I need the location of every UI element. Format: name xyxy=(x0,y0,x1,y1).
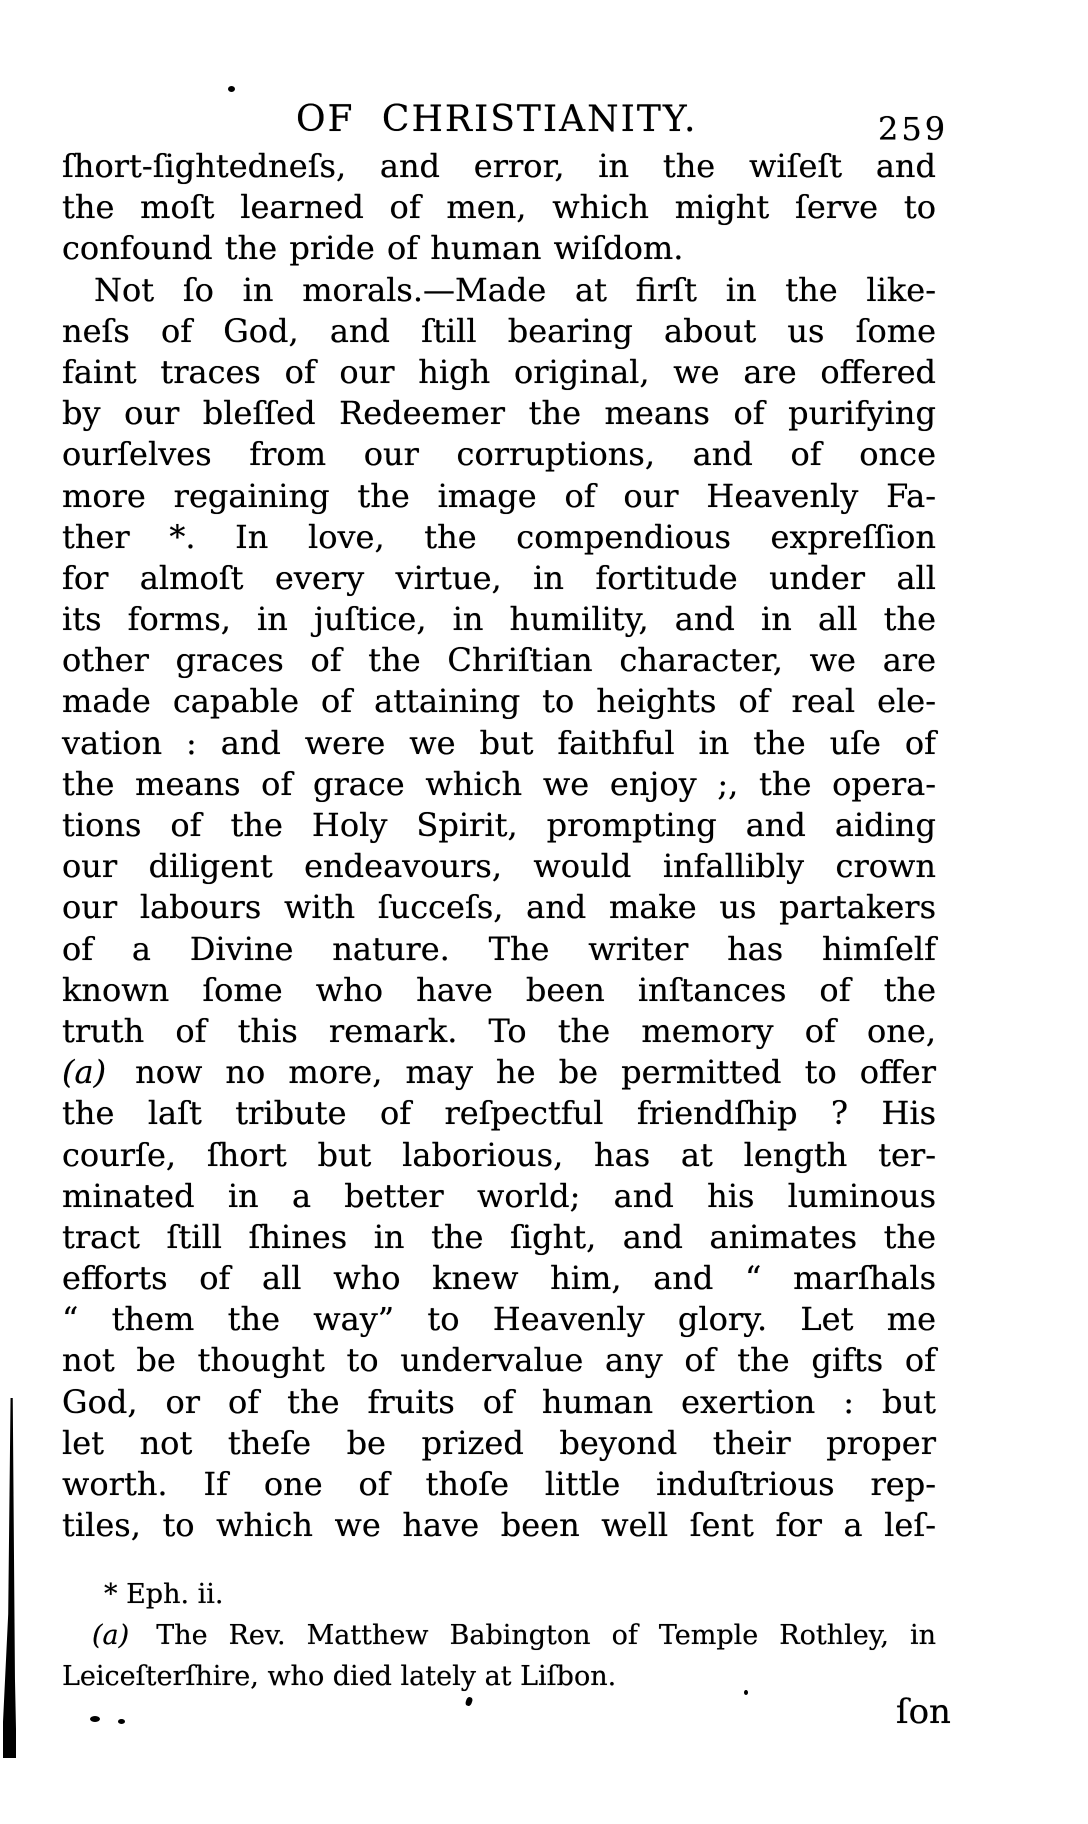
text-line: worth. If one of thoſe little induſtrious rep- xyxy=(62,1465,936,1503)
text-line: of a Divine nature. The writer has himſelf xyxy=(62,929,936,968)
text-line: (a) The Rev. Matthew Babington of Temple Rothley, in xyxy=(92,1620,936,1651)
scan-artifact-speck xyxy=(465,1696,474,1707)
text-line: ſhort-ſightedneſs, and error, in the wiſeſt and xyxy=(62,147,936,185)
text-line: “ them the way” to Heavenly glory. Let me xyxy=(62,1300,936,1339)
text-line: vation : and were we but faithful in the uſe of xyxy=(62,723,936,762)
text-line: * Eph. ii. xyxy=(104,1579,224,1610)
text-line: courſe, ſhort but laborious, has at length ter- xyxy=(62,1135,936,1174)
text-line: more regaining the image of our Heavenly Fa- xyxy=(62,476,936,515)
text-line: efforts of all who knew him, and “ marſhals xyxy=(62,1259,936,1298)
text-line: tions of the Holy Spirit, prompting and aiding xyxy=(62,806,936,844)
text-line: God, or of the fruits of human exertion : but xyxy=(62,1382,936,1421)
running-header-title: OF CHRISTIANITY. xyxy=(296,99,698,140)
text-line: its forms, in juſtice, in humility, and in all the xyxy=(62,600,936,639)
text-line: made capable of attaining to heights of real ele- xyxy=(62,682,936,721)
text-line: the means of grace which we enjoy ;, the opera- xyxy=(62,764,936,803)
scan-artifact-speck xyxy=(118,1719,125,1724)
text-line: (a) now no more, may he be permitted to offer xyxy=(62,1053,936,1092)
text-line: tiles, to which we have been well ſent for a leſ- xyxy=(62,1506,936,1545)
text-line: known ſome who have been inſtances of the xyxy=(62,970,936,1009)
scan-artifact-speck xyxy=(90,1716,100,1722)
text-line: our labours with ſucceſs, and make us partakers xyxy=(62,888,936,927)
text-line: minated in a better world; and his luminous xyxy=(62,1176,936,1215)
text-line: truth of this remark. To the memory of one, xyxy=(62,1011,936,1050)
footnotes xyxy=(62,1574,936,1697)
scan-artifact-speck xyxy=(228,86,235,92)
text-line: Not ſo in morals.—Made at firſt in the like- xyxy=(94,270,936,309)
text-line: the laſt tribute of reſpectful friendſhip ? His xyxy=(62,1094,936,1133)
text-line: neſs of God, and ſtill bearing about us ſome xyxy=(62,311,936,350)
text-line: ther *. In love, the compendious expreſſion xyxy=(62,517,936,556)
body-text xyxy=(62,146,936,1546)
text-line: by our bleſſed Redeemer the means of purifying xyxy=(62,394,936,433)
text-line: faint traces of our high original, we are offered xyxy=(62,352,936,391)
text-line: tract ſtill ſhines in the ſight, and animates the xyxy=(62,1217,936,1256)
scan-artifact-speck xyxy=(744,1690,748,1695)
text-line: confound the pride of human wiſdom. xyxy=(62,229,684,268)
text-line: other graces of the Chriſtian character, we are xyxy=(62,641,936,680)
text-line: ourſelves from our corruptions, and of once xyxy=(62,435,936,474)
text-line: the moſt learned of men, which might ſerve to xyxy=(62,188,936,227)
text-line: let not theſe be prized beyond their proper xyxy=(62,1423,936,1462)
scan-artifact-left-margin-line xyxy=(3,1398,16,1758)
text-line: for almoſt every virtue, in fortitude under all xyxy=(62,558,936,597)
text-line: not be thought to undervalue any of the gifts of xyxy=(62,1341,936,1380)
catchword: ſon xyxy=(896,1692,951,1732)
page-number: 259 xyxy=(878,110,949,148)
text-line: Leiceſterſhire, who died lately at Liſbon. xyxy=(62,1661,617,1692)
text-line: our diligent endeavours, would infallibly crown xyxy=(62,847,936,886)
